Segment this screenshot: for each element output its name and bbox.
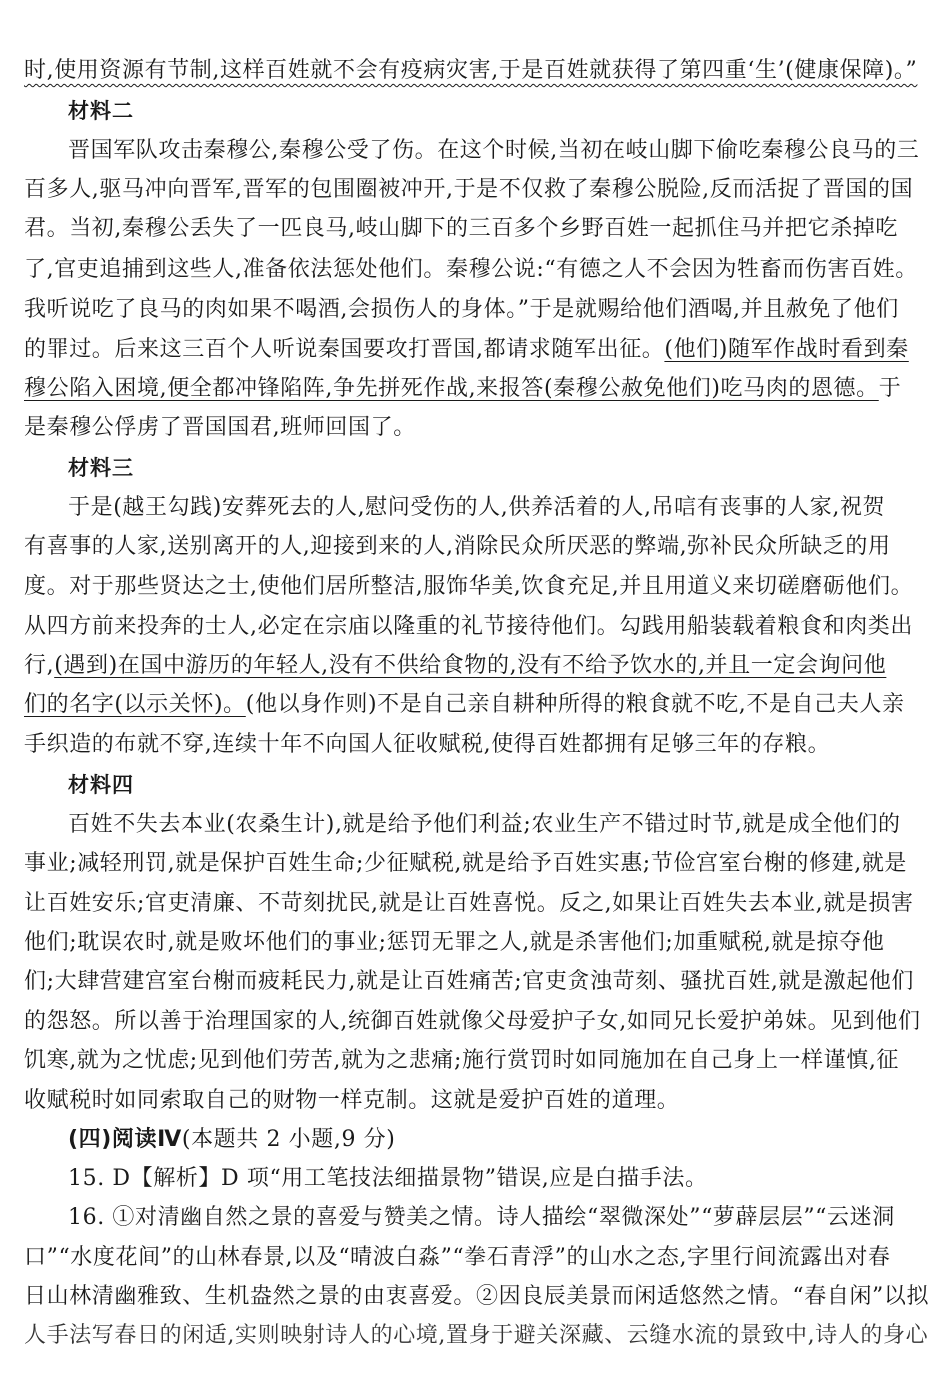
- text-line: [24, 374, 926, 404]
- section-heading-reading-4: [68, 1125, 926, 1155]
- answer-16-cut-line: 人手法写春日的闲适,实则映射诗人的心境,置身于避关深藏、云缝水流的景致中,诗人的身心: [24, 1323, 929, 1348]
- underlined-text: 穆公陷入困境,便全都冲锋陷阵,争先拼死作战,来报答(秦穆公赦免他们)吃马肉的恩德。: [24, 376, 879, 401]
- text-line: 的怨怒。所以善于治理国家的人,统御百姓就像父母爱护子女,如同兄长爱护弟妹。见到他们: [24, 1009, 921, 1034]
- text-line: 百姓不失去本业(农桑生计),就是给予他们利益;农业生产不错过时节,就是成全他们的: [68, 812, 901, 837]
- answer-15: 15. D【解析】D 项“用工笔技法细描景物”错误,应是白描手法。: [68, 1166, 708, 1191]
- underlined-text: 们的名字(以示关怀)。: [24, 692, 246, 717]
- text-line: 于是(越王勾践)安葬死去的人,慰问受伤的人,供养活着的人,吊唁有丧事的人家,祝贺: [68, 495, 886, 520]
- text-line: 事业;减轻刑罚,就是保护百姓生命;少征赋税,就是给予百姓实惠;节俭宫室台榭的修建,就是: [24, 851, 908, 876]
- section-heading-material-4: 材料四: [68, 773, 134, 797]
- text-line: [24, 335, 926, 365]
- text-line: 百多人,驱马冲向晋军,晋军的包围圈被冲开,于是不仅救了秦穆公脱险,反而活捉了晋国的国: [24, 177, 914, 202]
- text-line: 是秦穆公俘虏了晋国国君,班师回国了。: [24, 415, 416, 440]
- text-span: 行,: [24, 653, 55, 678]
- text-line: [24, 651, 926, 681]
- answer-16-line: 16. ①对清幽自然之景的喜爱与赞美之情。诗人描绘“翠微深处”“萝薜层层”“云迷洞: [68, 1205, 895, 1230]
- text-line: 君。当初,秦穆公丢失了一匹良马,岐山脚下的三百多个乡野百姓一起抓住马并把它杀掉吃: [24, 216, 898, 241]
- section-label: (四)阅读Ⅳ: [68, 1127, 182, 1152]
- underlined-text: (他们)随军作战时看到秦: [664, 337, 909, 362]
- answer-16-line: 日山林清幽雅致、生机盎然之景的由衷喜爱。②因良辰美景而闲适悠然之情。“春自闲”以拟: [24, 1284, 930, 1309]
- text-line: 度。对于那些贤达之士,使他们居所整洁,服饰华美,饮食充足,并且用道义来切磋磨砺他们。: [24, 574, 914, 599]
- text-line: 我听说吃了良马的肉如果不喝酒,会损伤人的身体。”于是就赐给他们酒喝,并且赦免了他们: [24, 297, 899, 322]
- text-line: 们;大肆营建宫室台榭而疲耗民力,就是让百姓痛苦;官吏贪浊苛刻、骚扰百姓,就是激起他们: [24, 969, 915, 994]
- section-heading-material-3: 材料三: [68, 456, 134, 480]
- text-line: 让百姓安乐;官吏清廉、不苛刻扰民,就是让百姓喜悦。反之,如果让百姓失去本业,就是损害: [24, 891, 914, 916]
- text-line: 有喜事的人家,送别离开的人,迎接到来的人,消除民众所厌恶的弊端,弥补民众所缺乏的用: [24, 534, 891, 559]
- text-line: 手织造的布就不穿,连续十年不向国人征收赋税,使得百姓都拥有足够三年的存粮。: [24, 732, 831, 757]
- underlined-text: (遇到)在国中游历的年轻人,没有不供给食物的,没有不给予饮水的,并且一定会询问他: [54, 653, 887, 678]
- text-line: 了,官吏追捕到这些人,准备依法惩处他们。秦穆公说:“有德之人不会因为牲畜而伤害百姓。: [24, 257, 918, 282]
- text-line: 从四方前来投奔的士人,必定在宗庙以隆重的礼节接待他们。勾践用船装载着粮食和肉类出: [24, 614, 913, 639]
- text-span: (他以身作则)不是自己亲自耕种所得的粮食就不吃,不是自己夫人亲: [245, 692, 905, 717]
- text-line: 他们;耽误农时,就是败坏他们的事业;惩罚无罪之人,就是杀害他们;加重赋税,就是掠夺他: [24, 930, 885, 955]
- text-line: [24, 56, 926, 86]
- text-line: [24, 690, 926, 720]
- text-span: 的罪过。后来这三百个人听说秦国要攻打晋国,都请求随军出征。: [24, 337, 665, 362]
- answer-16-line: 口”“水度花间”的山林春景,以及“晴波白淼”“拳石青浮”的山水之态,字里行间流露出对春: [24, 1245, 891, 1270]
- text-line: 饥寒,就为之忧虑;见到他们劳苦,就为之悲痛;施行赏罚时如同施加在自己身上一样谨慎,征: [24, 1048, 900, 1073]
- section-heading-material-2: 材料二: [68, 99, 134, 123]
- text-line: 晋国军队攻击秦穆公,秦穆公受了伤。在这个时候,当初在岐山脚下偷吃秦穆公良马的三: [68, 138, 920, 163]
- text-span: 于: [878, 376, 902, 401]
- wavy-underlined-text: 时,使用资源有节制,这样百姓就不会有疫病灾害,于是百姓就获得了第四重‘生’(健康保障)。”: [24, 58, 918, 83]
- text-line: 收赋税时如同索取自己的财物一样克制。这就是爱护百姓的道理。: [24, 1088, 680, 1113]
- section-note: (本题共 2 小题,9 分): [181, 1127, 396, 1152]
